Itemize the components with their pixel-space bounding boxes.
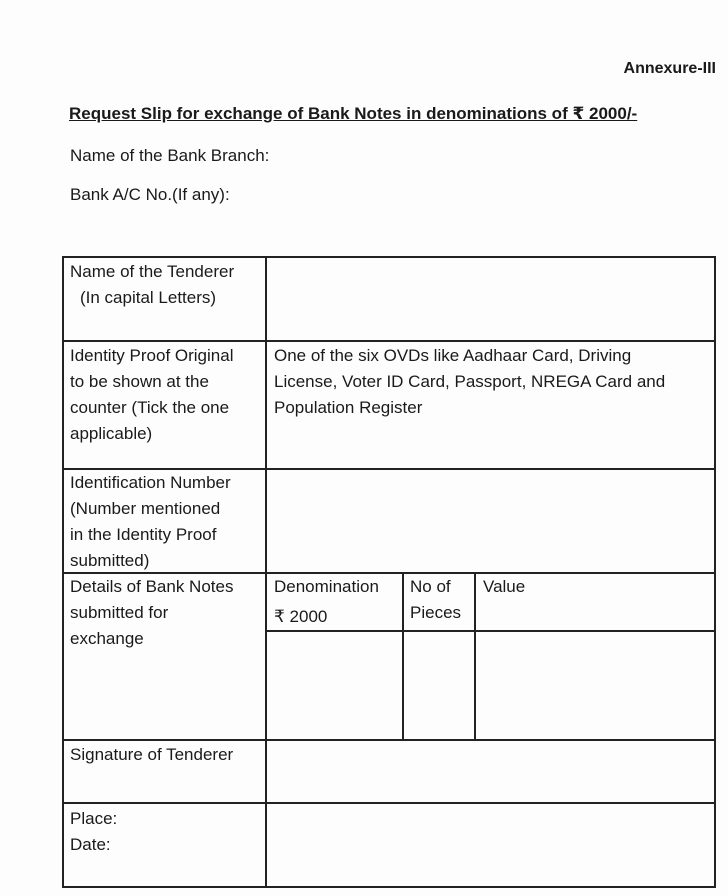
request-form-table [62,256,716,888]
identity-proof-label: Identity Proof Original to be shown at the counter (Tick the one applicable) [70,346,234,443]
bank-notes-details-label: Details of Bank Notes submitted for exchange [70,577,234,648]
identification-number-label: Identification Number (Number mentioned in the Identity Proof submitted) [70,473,231,570]
bank-branch-label: Name of the Bank Branch: [70,146,270,165]
denomination-entry-field[interactable] [274,640,394,732]
value-entry-field[interactable] [484,640,706,732]
annexure-label: Annexure-III [623,60,716,77]
identification-number-field[interactable] [274,478,704,562]
tenderer-name-field[interactable] [274,274,704,330]
place-label: Place: [70,809,118,828]
denomination-value: ₹ 2000 [274,607,328,626]
value-header: Value [483,577,526,596]
pieces-header: No of Pieces [410,577,462,622]
signature-label: Signature of Tenderer [70,745,234,764]
date-label: Date: [70,835,111,854]
tenderer-name-label: Name of the Tenderer [70,262,235,281]
capital-letters-note: (In capital Letters) [80,288,217,307]
signature-field[interactable] [274,748,704,794]
identity-proof-options: One of the six OVDs like Aadhaar Card, Driving License, Voter ID Card, Passport, NREGA Card and Population Register [274,346,666,417]
bank-account-label: Bank A/C No.(If any): [70,185,230,204]
pieces-entry-field[interactable] [412,640,468,732]
denomination-header: Denomination [274,577,379,596]
place-date-field[interactable] [274,812,704,878]
form-heading: Request Slip for exchange of Bank Notes in denominations of ₹ 2000/- [69,104,638,123]
